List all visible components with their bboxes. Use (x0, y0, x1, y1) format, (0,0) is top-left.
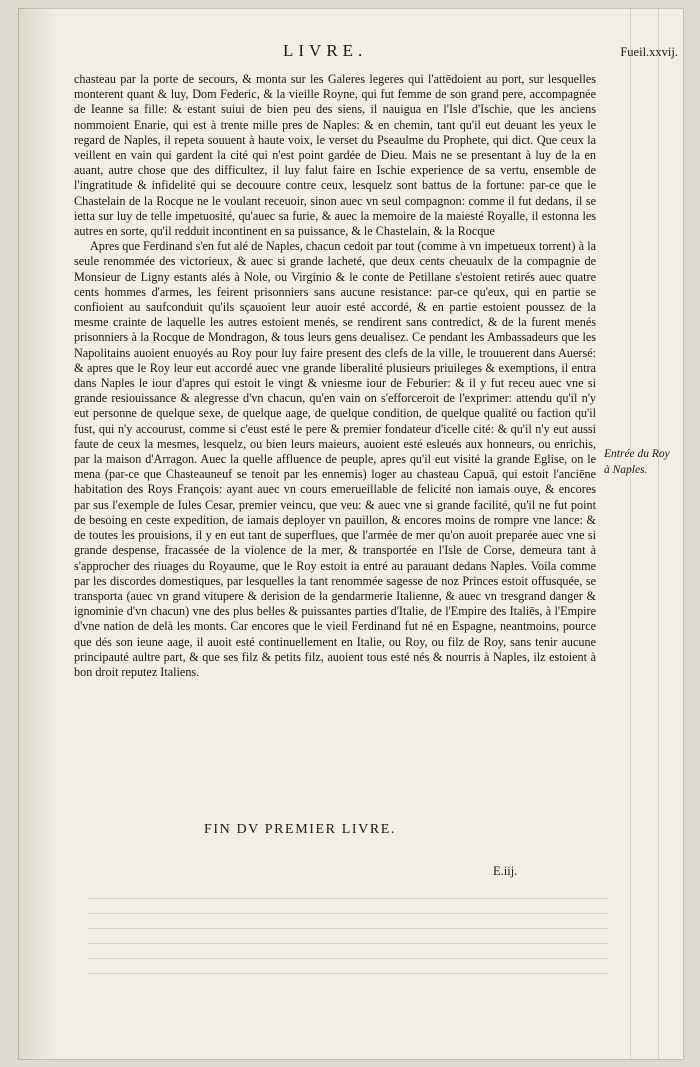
margin-note: Entrée du Roy à Naples. (604, 448, 670, 476)
page-crease (630, 8, 631, 1060)
show-through-text (88, 888, 608, 978)
book-page (18, 8, 684, 1060)
paragraph: Apres que Ferdinand s'en fut alé de Naples, chacun cedoit par tout (comme à vn impetueux torrent) à la seule renommée des victorieux, & auec si grande lacheté, que deux cents cheuaulx de la compagnie de Monsieur de Ligny estants alés à Nole, ou Virginio & le conte de Petillane s'estoient retirés auec quatre cents hommes d'armes, les feirent prisonniers sans aucune resistance: par-ce qu'eux, qui en partie se confioient au saufconduit qu'ils sçauoient leur auoir esté accordé, & en partie estoient poussez de la mesme crainte de laquelle les autres estoient menés, se rendirent sans contredict, & de la furent menés prisonniers à la Rocque de Mondragon, & tous leurs gens deualisez. Ce pendant les Ambassadeurs que les Napolitains auoient enuoyés au Roy pour luy faire present des clefs de la ville, le trouuerent dans Auersé: & apres que le Roy leur eut accordé auec vne grande liberalité plusieurs priuileges & exemptions, il entra dans Naples le iour d'apres qui estoit le vingt & vniesme iour de Feburier: & il y fut receu auec vne si grande resiouissance & alegresse d'vn chacun, qu'en vain on s'efforceroit de l'exprimer: attendu qu'il n'y eut personne de quelque sexe, de quelque aage, de quelque condition, de quelque qualité ou faction qu'il fust, qui n'y accourust, comme si c'eust esté le pere & premier fondateur d'icelle cité: & qu'il n'y eut aussi faute de ceux la mesmes, lesquelz, ou bien leurs maieurs, auoient esté esleués aux honneurs, ou enrichis, par la maison d'Arragon. Auec la quelle affluence de peuple, apres qu'il eut visité la grande Eglise, on le mena (par-ce que Chasteauneuf se tenoit par les ennemis) loger au chasteau Capuā, qui estoit l'anciēne habitation des Roys François: ayant auec vn cours emerueillable de felicité non iamais ouye, & encores par sus l'exemple de Iules Cesar, premier veincu, que veu: & auec vne si grande facilité, qu'il ne fut point de besoing en ceste expedition, de iamais deployer vn pauillon, & encores moins de rompre vne lance: & de toutes les prouisions, il y en eut tant de superflues, que l'armée de mer qu'on auoit preparée auec vne si grande despense, fracassée de la violence de la mer, & transportée en l'Isle de Corse, demeura tant à s'approcher des riuages du Royaume, que le Roy estoit ia entré au parauant dedans Naples. Voila comme par les discordes domestiques, par lesquelles la tant renommée sagesse de noz Princes estoit offusquée, se transporta (auec vn grand vitupere & derision de la gendarmerie Italienne, & auec vn tresgrand danger & ignominie d'vn chacun) vne des plus belles & puissantes parties d'Italie, de l'Empire des Italiēs, à l'Empire d'vne nation de delà les monts. Car encores que le vieil Ferdinand fut né en Espagne, neantmoins, pource que dés son ieune aage, il auoit esté continuellement en Italie, ou Roy, ou filz de Roy, sans tenir aucune principauté aultre part, & que ses filz & petits filz, auoient tous esté nés & nourris à Naples, ilz estoient à bon droit reputez Italiens. (74, 239, 596, 679)
paragraph: chasteau par la porte de secours, & monta sur les Galeres legeres qui l'attēdoient au port, sur lesquelles monterent quant & luy, Dom Federic, & la vieille Royne, qui fut femme de son grand pere, accompagnée de Ieanne sa fille: & estant suiui de bien peu des siens, il nauigua en l'Isle d'Ischie, que les anciens nommoient Enarie, qui est à trente mille pres de Naples: & en chemin, tant qu'il eut deuant les yeux le regard de Naples, il repeta souuent à haute voix, le verset du Pseaulme du Prophete, qui dict. Que ceux la veillent en vain qui gardent la cité qui n'est point gardée de Dieu. Mais ne se presentant à luy de la en auant, autre chose que des difficultez, il luy falut faire en Ischie experience de sa vertu, ensemble de l'ingratitude & infidelité qui se decouure contre ceux, lesquelz sont battus de la fortune: par-ce que le Chastelain de la Rocque ne le voulant receuoir, sinon auec vn seul compagnon: comme il fut dedans, il se ietta sur luy de telle impetuosité, qu'auec sa furie, & auec la memoire de la maiesté Royalle, il estonna les autres en sorte, qu'il redduit incontinent en sa puissance, & le Chastelain, & la Rocque (74, 72, 596, 239)
gutter-shadow (18, 8, 58, 1060)
running-title: LIVRE. (283, 41, 368, 60)
folio-number: Fueil.xxvij. (620, 45, 678, 59)
signature-mark: E.iij. (493, 864, 518, 878)
page-crease (658, 8, 659, 1060)
main-text-block (74, 72, 596, 680)
end-of-book-title: FIN DV PREMIER LIVRE. (204, 822, 397, 837)
page-header (58, 41, 678, 63)
